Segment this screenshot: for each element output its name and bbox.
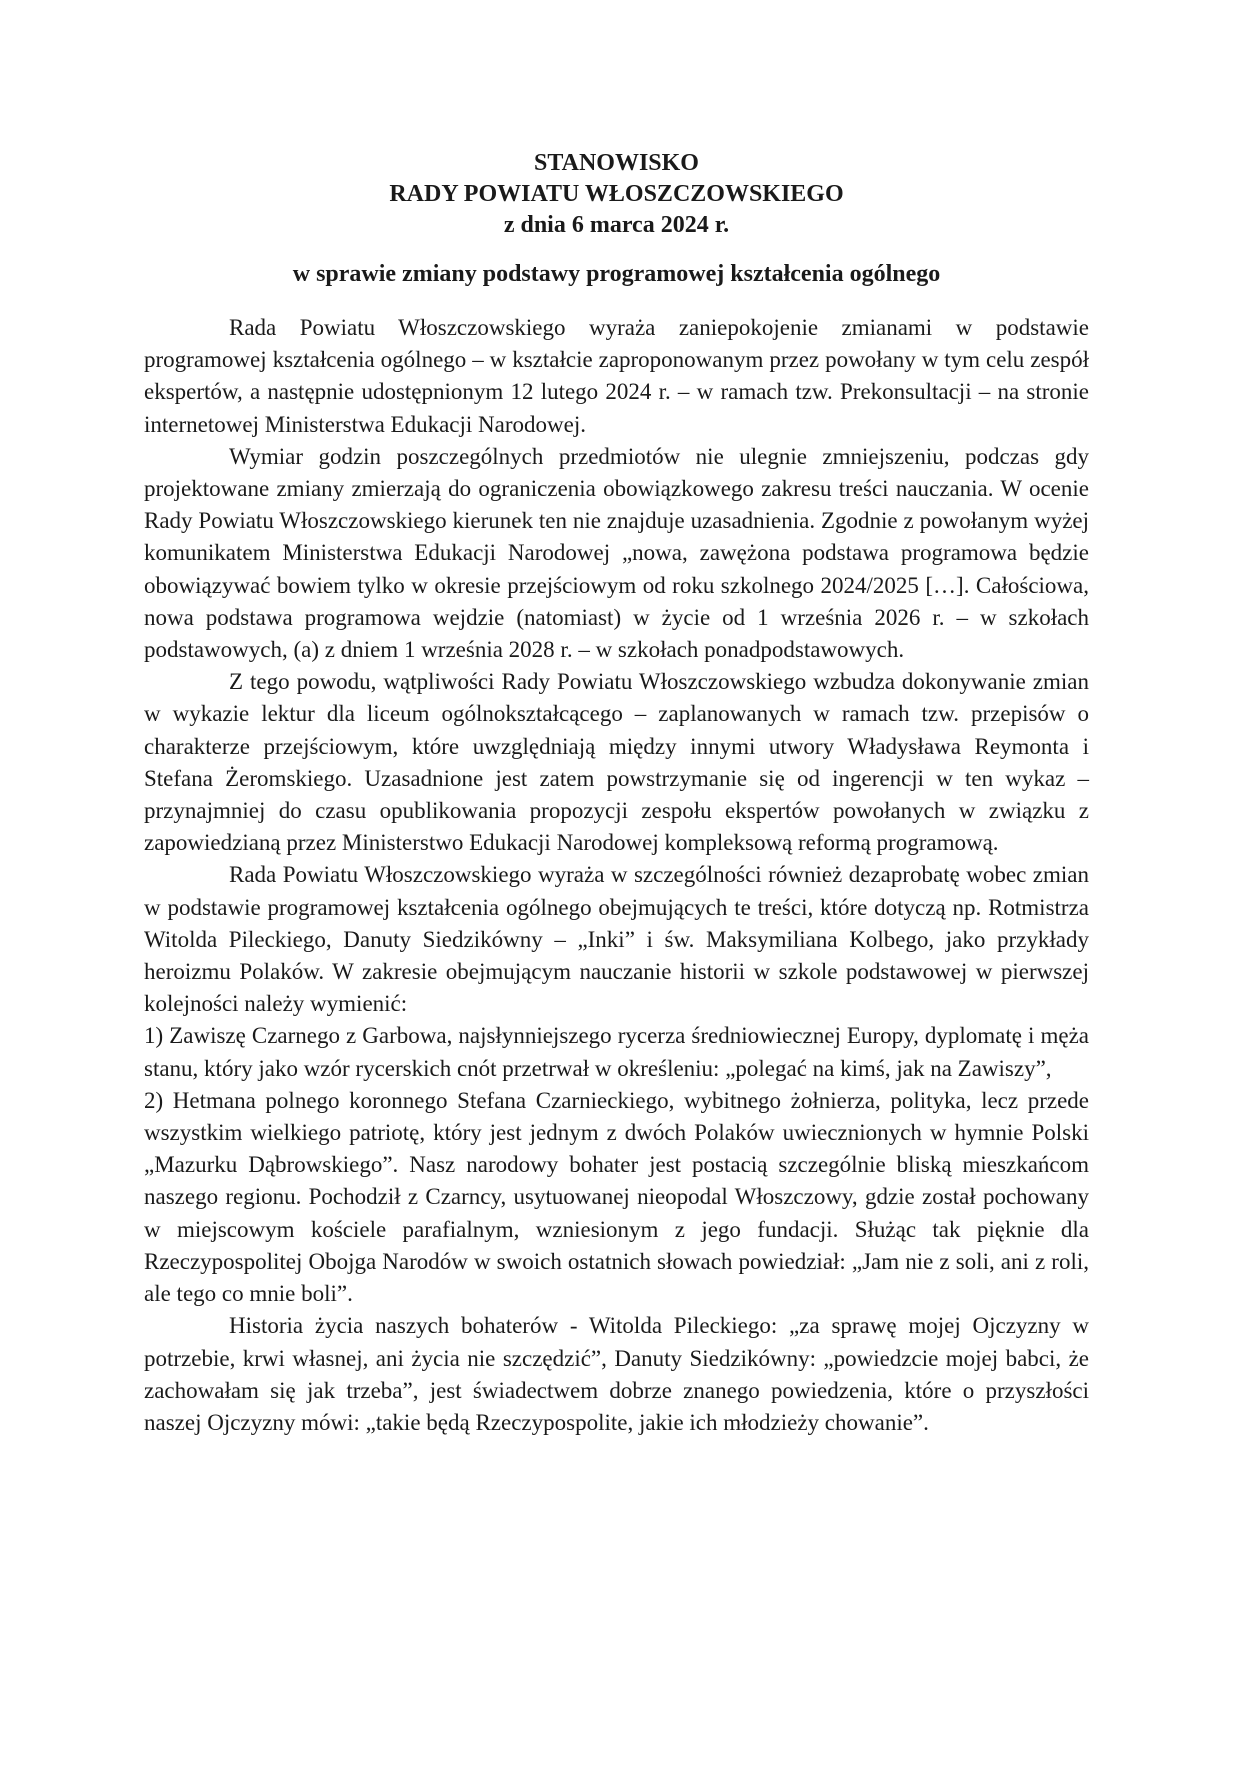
document-date: z dnia 6 marca 2024 r. xyxy=(503,212,730,238)
document-subject: w sprawie zmiany podstawy programowej kształcenia ogólnego xyxy=(292,261,941,287)
issuing-body: RADY POWIATU WŁOSZCZOWSKIEGO xyxy=(389,181,844,207)
paragraph-4: Rada Powiatu Włoszczowskiego wyraża w szczególności również dezaprobatę wobec zmian w podstawie programowej kształcenia ogólnego obejmujących te treści, które dotyczą np. Rotmistrza Witolda Pileckiego, Danuty Siedzikówny – „Inki” i św. Maksymiliana Kolbego, jako przykłady heroizmu Polaków. W zakresie obejmującym nauczanie historii w szkole podstawowej w pierwszej kolejności należy wymienić: xyxy=(144,862,1089,1017)
document-page xyxy=(144,148,1089,1439)
document-title: STANOWISKO xyxy=(534,150,699,176)
list-item-2: 2) Hetmana polnego koronnego Stefana Czarnieckiego, wybitnego żołnierza, polityka, lecz przede wszystkim wielkiego patriotę, który jest jednym z dwóch Polaków uwiecznionych w hymnie Polski „Mazurku Dąbrowskiego”. Nasz narodowy bohater jest postacią szczególnie bliską mieszkańcom naszego regionu. Pochodził z Czarncy, usytuowanej nieopodal Włoszczowy, gdzie został pochowany w miejscowym kościele parafialnym, wzniesionym z jego fundacji. Służąc tak pięknie dla Rzeczypospolitej Obojga Narodów w swoich ostatnich słowach powiedział: „Jam nie z soli, ani z roli, ale tego co mnie boli”. xyxy=(144,1087,1089,1307)
closing-paragraph: Historia życia naszych bohaterów - Witolda Pileckiego: „za sprawę mojej Ojczyzny w potrzebie, krwi własnej, ani życia nie szczędzić”, Danuty Siedzikówny: „powiedzcie mojej babci, że zachowałam się jak trzeba”, jest świadectwem dobrze znanego powiedzenia, które o przyszłości naszej Ojczyzny mówi: „takie będą Rzeczypospolite, jakie ich młodzieży chowanie”. xyxy=(144,1313,1089,1435)
list-item-1: 1) Zawiszę Czarnego z Garbowa, najsłynniejszego rycerza średniowiecznej Europy, dyplomatę i męża stanu, który jako wzór rycerskich cnót przetrwał w określeniu: „polegać na kimś, jak na Zawiszy”, xyxy=(144,1023,1089,1081)
paragraph-3: Z tego powodu, wątpliwości Rady Powiatu Włoszczowskiego wzbudza dokonywanie zmian w wykazie lektur dla liceum ogólnokształcącego – zaplanowanych w ramach tzw. przepisów o charakterze przejściowym, które uwzględniają między innymi utwory Władysława Reymonta i Stefana Żeromskiego. Uzasadnione jest zatem powstrzymanie się od ingerencji w ten wykaz – przynajmniej do czasu opublikowania propozycji zespołu ekspertów powołanych w związku z zapowiedzianą przez Ministerstwo Edukacji Narodowej kompleksową reformą programową. xyxy=(144,669,1089,856)
paragraph-2: Wymiar godzin poszczególnych przedmiotów nie ulegnie zmniejszeniu, podczas gdy projektowane zmiany zmierzają do ograniczenia obowiązkowego zakresu treści nauczania. W ocenie Rady Powiatu Włoszczowskiego kierunek ten nie znajduje uzasadnienia. Zgodnie z powołanym wyżej komunikatem Ministerstwa Edukacji Narodowej „nowa, zawężona podstawa programowa będzie obowiązywać bowiem tylko w okresie przejściowym od roku szkolnego 2024/2025 […]. Całościowa, nowa podstawa programowa wejdzie (natomiast) w życie od 1 września 2026 r. – w szkołach podstawowych, (a) z dniem 1 września 2028 r. – w szkołach ponadpodstawowych. xyxy=(144,443,1089,663)
paragraph-1: Rada Powiatu Włoszczowskiego wyraża zaniepokojenie zmianami w podstawie programowej kształcenia ogólnego – w kształcie zaproponowanym przez powołany w tym celu zespół ekspertów, a następnie udostępnionym 12 lutego 2024 r. – w ramach tzw. Prekonsultacji – na stronie internetowej Ministerstwa Edukacji Narodowej. xyxy=(144,315,1089,437)
